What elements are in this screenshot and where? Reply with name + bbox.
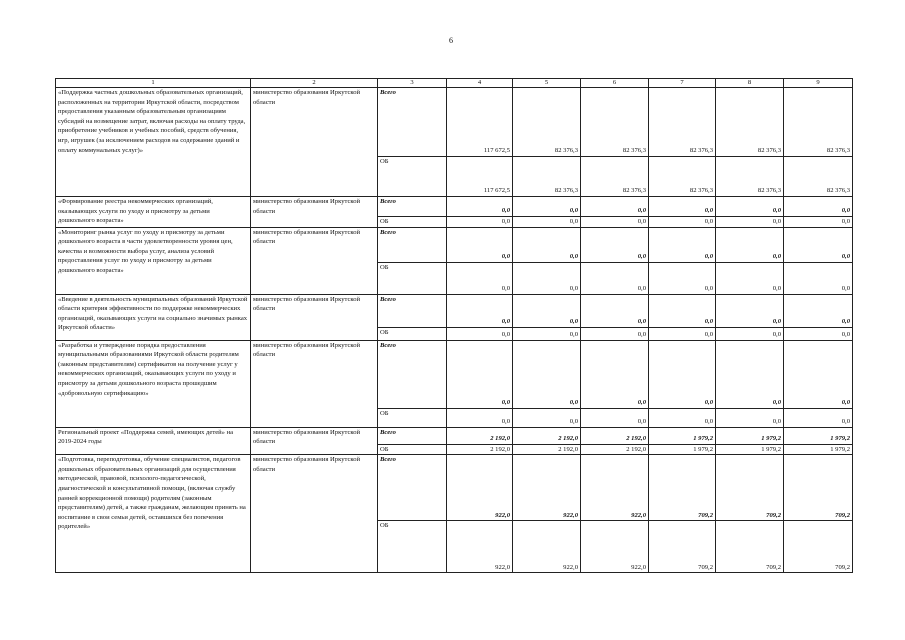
ob-value-cell: 2 192,0 xyxy=(513,444,581,455)
header-cell: 8 xyxy=(716,79,784,88)
total-value-cell: 2 192,0 xyxy=(447,427,513,444)
ob-value-cell: 1 979,2 xyxy=(784,444,853,455)
table-row xyxy=(56,227,853,262)
header-cell: 2 xyxy=(251,79,378,88)
ob-value-cell: 0,0 xyxy=(784,327,853,340)
total-value-cell: 0,0 xyxy=(447,227,513,262)
total-value-cell: 0,0 xyxy=(581,197,649,217)
header-cell: 3 xyxy=(378,79,447,88)
ob-value-cell: 922,0 xyxy=(447,521,513,573)
total-value-cell: 0,0 xyxy=(716,340,784,408)
total-value-cell: 0,0 xyxy=(447,340,513,408)
header-cell: 5 xyxy=(513,79,581,88)
ob-label: ОБ xyxy=(378,521,447,573)
measure-description: «Разработка и утверждение порядка предоставления муниципальными образованиями Иркутской области родителям (законным представителям) сертификатов на получение услуг у некоммерческих организаций, оказывающих услуги по уходу и присмотру за детьми дошкольного возраста прошедшим «добровольную сертификацию» xyxy=(56,340,251,427)
ob-value-cell: 0,0 xyxy=(784,408,853,427)
ob-label: ОБ xyxy=(378,444,447,455)
ob-value-cell: 0,0 xyxy=(716,327,784,340)
ob-value-cell: 0,0 xyxy=(716,217,784,228)
ob-value-cell: 0,0 xyxy=(513,408,581,427)
ob-value-cell: 117 672,5 xyxy=(447,157,513,197)
total-value-cell: 0,0 xyxy=(784,227,853,262)
measure-description: «Мониторинг рынка услуг по уходу и присмотру за детьми дошкольного возраста в части удовлетворенности уровня цен, качества и возможности выбора услуг, анализа условий предоставления услуг по уходу и присмотру за детьми дошкольного возраста» xyxy=(56,227,251,294)
total-value-cell: 0,0 xyxy=(716,294,784,327)
ob-value-cell: 0,0 xyxy=(581,327,649,340)
total-value-cell: 709,2 xyxy=(716,455,784,521)
ob-value-cell: 0,0 xyxy=(447,217,513,228)
measure-description: «Подготовка, переподготовка, обучение специалистов, педагогов дошкольных образовательных организаций для осуществления методической, правовой, психолого-педагогической, диагностической и консультативной помощи, (включая службу ранней коррекционной помощи) родителям (законным представителям) детей, а также гражданам, желающим принять на воспитание в свои семьи детей, оставшихся без попечения родителей» xyxy=(56,455,251,573)
ob-value-cell: 0,0 xyxy=(581,262,649,294)
measure-description: «Поддержка частных дошкольных образовательных организаций, расположенных на территории Иркутской области, посредством предоставления указанным образовательным организациям субсидий на возмещение затрат, включая расходы на оплату труда, приобретение учебников и учебных пособий, средств обучения, игр, игрушек (за исключением расходов на содержание зданий и оплату коммунальных услуг)» xyxy=(56,88,251,197)
header-row xyxy=(56,79,853,88)
total-value-cell: 0,0 xyxy=(784,340,853,408)
ob-value-cell: 2 192,0 xyxy=(447,444,513,455)
total-value-cell: 0,0 xyxy=(513,340,581,408)
total-value-cell: 922,0 xyxy=(513,455,581,521)
ob-value-cell: 1 979,2 xyxy=(716,444,784,455)
total-value-cell: 0,0 xyxy=(581,340,649,408)
header-cell: 1 xyxy=(56,79,251,88)
measure-description: «Введение в деятельность муниципальных образований Иркутской области критерия эффективности по поддержке некоммерческих организаций, оказывающих услуги на социально значимых рынках Иркутской области» xyxy=(56,294,251,340)
total-label: Всего xyxy=(378,427,447,444)
total-value-cell: 1 979,2 xyxy=(784,427,853,444)
ob-value-cell: 0,0 xyxy=(649,408,716,427)
ob-value-cell: 0,0 xyxy=(581,408,649,427)
ob-value-cell: 82 376,3 xyxy=(649,157,716,197)
ob-value-cell: 0,0 xyxy=(447,408,513,427)
total-value-cell: 82 376,3 xyxy=(784,88,853,157)
ob-label: ОБ xyxy=(378,157,447,197)
ob-value-cell: 82 376,3 xyxy=(784,157,853,197)
ob-value-cell: 0,0 xyxy=(716,262,784,294)
total-value-cell: 709,2 xyxy=(649,455,716,521)
total-value-cell: 0,0 xyxy=(447,294,513,327)
table-row xyxy=(56,294,853,327)
total-label: Всего xyxy=(378,197,447,217)
total-value-cell: 82 376,3 xyxy=(581,88,649,157)
total-value-cell: 2 192,0 xyxy=(513,427,581,444)
budget-table xyxy=(55,78,853,573)
ob-label: ОБ xyxy=(378,262,447,294)
executor-cell: министерство образования Иркутской области xyxy=(251,455,378,573)
table-row xyxy=(56,88,853,157)
total-value-cell: 0,0 xyxy=(581,294,649,327)
table-row xyxy=(56,197,853,217)
total-value-cell: 922,0 xyxy=(447,455,513,521)
total-value-cell: 82 376,3 xyxy=(649,88,716,157)
total-value-cell: 0,0 xyxy=(649,197,716,217)
ob-label: ОБ xyxy=(378,327,447,340)
total-value-cell: 0,0 xyxy=(716,227,784,262)
total-value-cell: 1 979,2 xyxy=(716,427,784,444)
ob-value-cell: 82 376,3 xyxy=(581,157,649,197)
total-label: Всего xyxy=(378,294,447,327)
ob-value-cell: 1 979,2 xyxy=(649,444,716,455)
ob-value-cell: 922,0 xyxy=(513,521,581,573)
ob-value-cell: 0,0 xyxy=(649,217,716,228)
executor-cell: министерство образования Иркутской области xyxy=(251,227,378,294)
executor-cell: министерство образования Иркутской области xyxy=(251,88,378,197)
total-value-cell: 117 672,5 xyxy=(447,88,513,157)
total-value-cell: 82 376,3 xyxy=(716,88,784,157)
total-value-cell: 2 192,0 xyxy=(581,427,649,444)
total-value-cell: 0,0 xyxy=(784,294,853,327)
total-value-cell: 0,0 xyxy=(513,197,581,217)
ob-label: ОБ xyxy=(378,217,447,228)
ob-value-cell: 0,0 xyxy=(649,327,716,340)
ob-value-cell: 709,2 xyxy=(784,521,853,573)
total-value-cell: 0,0 xyxy=(784,197,853,217)
total-value-cell: 0,0 xyxy=(447,197,513,217)
ob-value-cell: 0,0 xyxy=(649,262,716,294)
executor-cell: министерство образования Иркутской области xyxy=(251,340,378,427)
page-number: 6 xyxy=(449,36,453,45)
total-value-cell: 0,0 xyxy=(649,294,716,327)
table-row xyxy=(56,340,853,408)
total-label: Всего xyxy=(378,455,447,521)
ob-value-cell: 0,0 xyxy=(784,262,853,294)
header-cell: 9 xyxy=(784,79,853,88)
total-value-cell: 0,0 xyxy=(716,197,784,217)
ob-value-cell: 0,0 xyxy=(447,327,513,340)
ob-value-cell: 0,0 xyxy=(513,217,581,228)
table-row xyxy=(56,427,853,444)
ob-value-cell: 709,2 xyxy=(716,521,784,573)
total-value-cell: 709,2 xyxy=(784,455,853,521)
total-value-cell: 0,0 xyxy=(513,227,581,262)
total-value-cell: 0,0 xyxy=(513,294,581,327)
total-label: Всего xyxy=(378,340,447,408)
total-value-cell: 0,0 xyxy=(649,340,716,408)
ob-value-cell: 922,0 xyxy=(581,521,649,573)
total-label: Всего xyxy=(378,88,447,157)
ob-label: ОБ xyxy=(378,408,447,427)
header-cell: 7 xyxy=(649,79,716,88)
ob-value-cell: 2 192,0 xyxy=(581,444,649,455)
total-value-cell: 1 979,2 xyxy=(649,427,716,444)
measure-description: «Формирование реестра некоммерческих организаций, оказывающих услуги по уходу и присмотру за детьми дошкольного возраста» xyxy=(56,197,251,228)
ob-value-cell: 0,0 xyxy=(784,217,853,228)
total-label: Всего xyxy=(378,227,447,262)
ob-value-cell: 0,0 xyxy=(513,262,581,294)
measure-description: Региональный проект «Поддержка семей, имеющих детей» на 2019-2024 годы xyxy=(56,427,251,455)
executor-cell: министерство образования Иркутской области xyxy=(251,427,378,455)
ob-value-cell: 0,0 xyxy=(447,262,513,294)
ob-value-cell: 82 376,3 xyxy=(513,157,581,197)
total-value-cell: 82 376,3 xyxy=(513,88,581,157)
executor-cell: министерство образования Иркутской области xyxy=(251,197,378,228)
header-cell: 6 xyxy=(581,79,649,88)
executor-cell: министерство образования Иркутской области xyxy=(251,294,378,340)
ob-value-cell: 0,0 xyxy=(716,408,784,427)
ob-value-cell: 709,2 xyxy=(649,521,716,573)
ob-value-cell: 0,0 xyxy=(513,327,581,340)
total-value-cell: 0,0 xyxy=(581,227,649,262)
total-value-cell: 922,0 xyxy=(581,455,649,521)
table-row xyxy=(56,455,853,521)
ob-value-cell: 0,0 xyxy=(581,217,649,228)
total-value-cell: 0,0 xyxy=(649,227,716,262)
header-cell: 4 xyxy=(447,79,513,88)
ob-value-cell: 82 376,3 xyxy=(716,157,784,197)
